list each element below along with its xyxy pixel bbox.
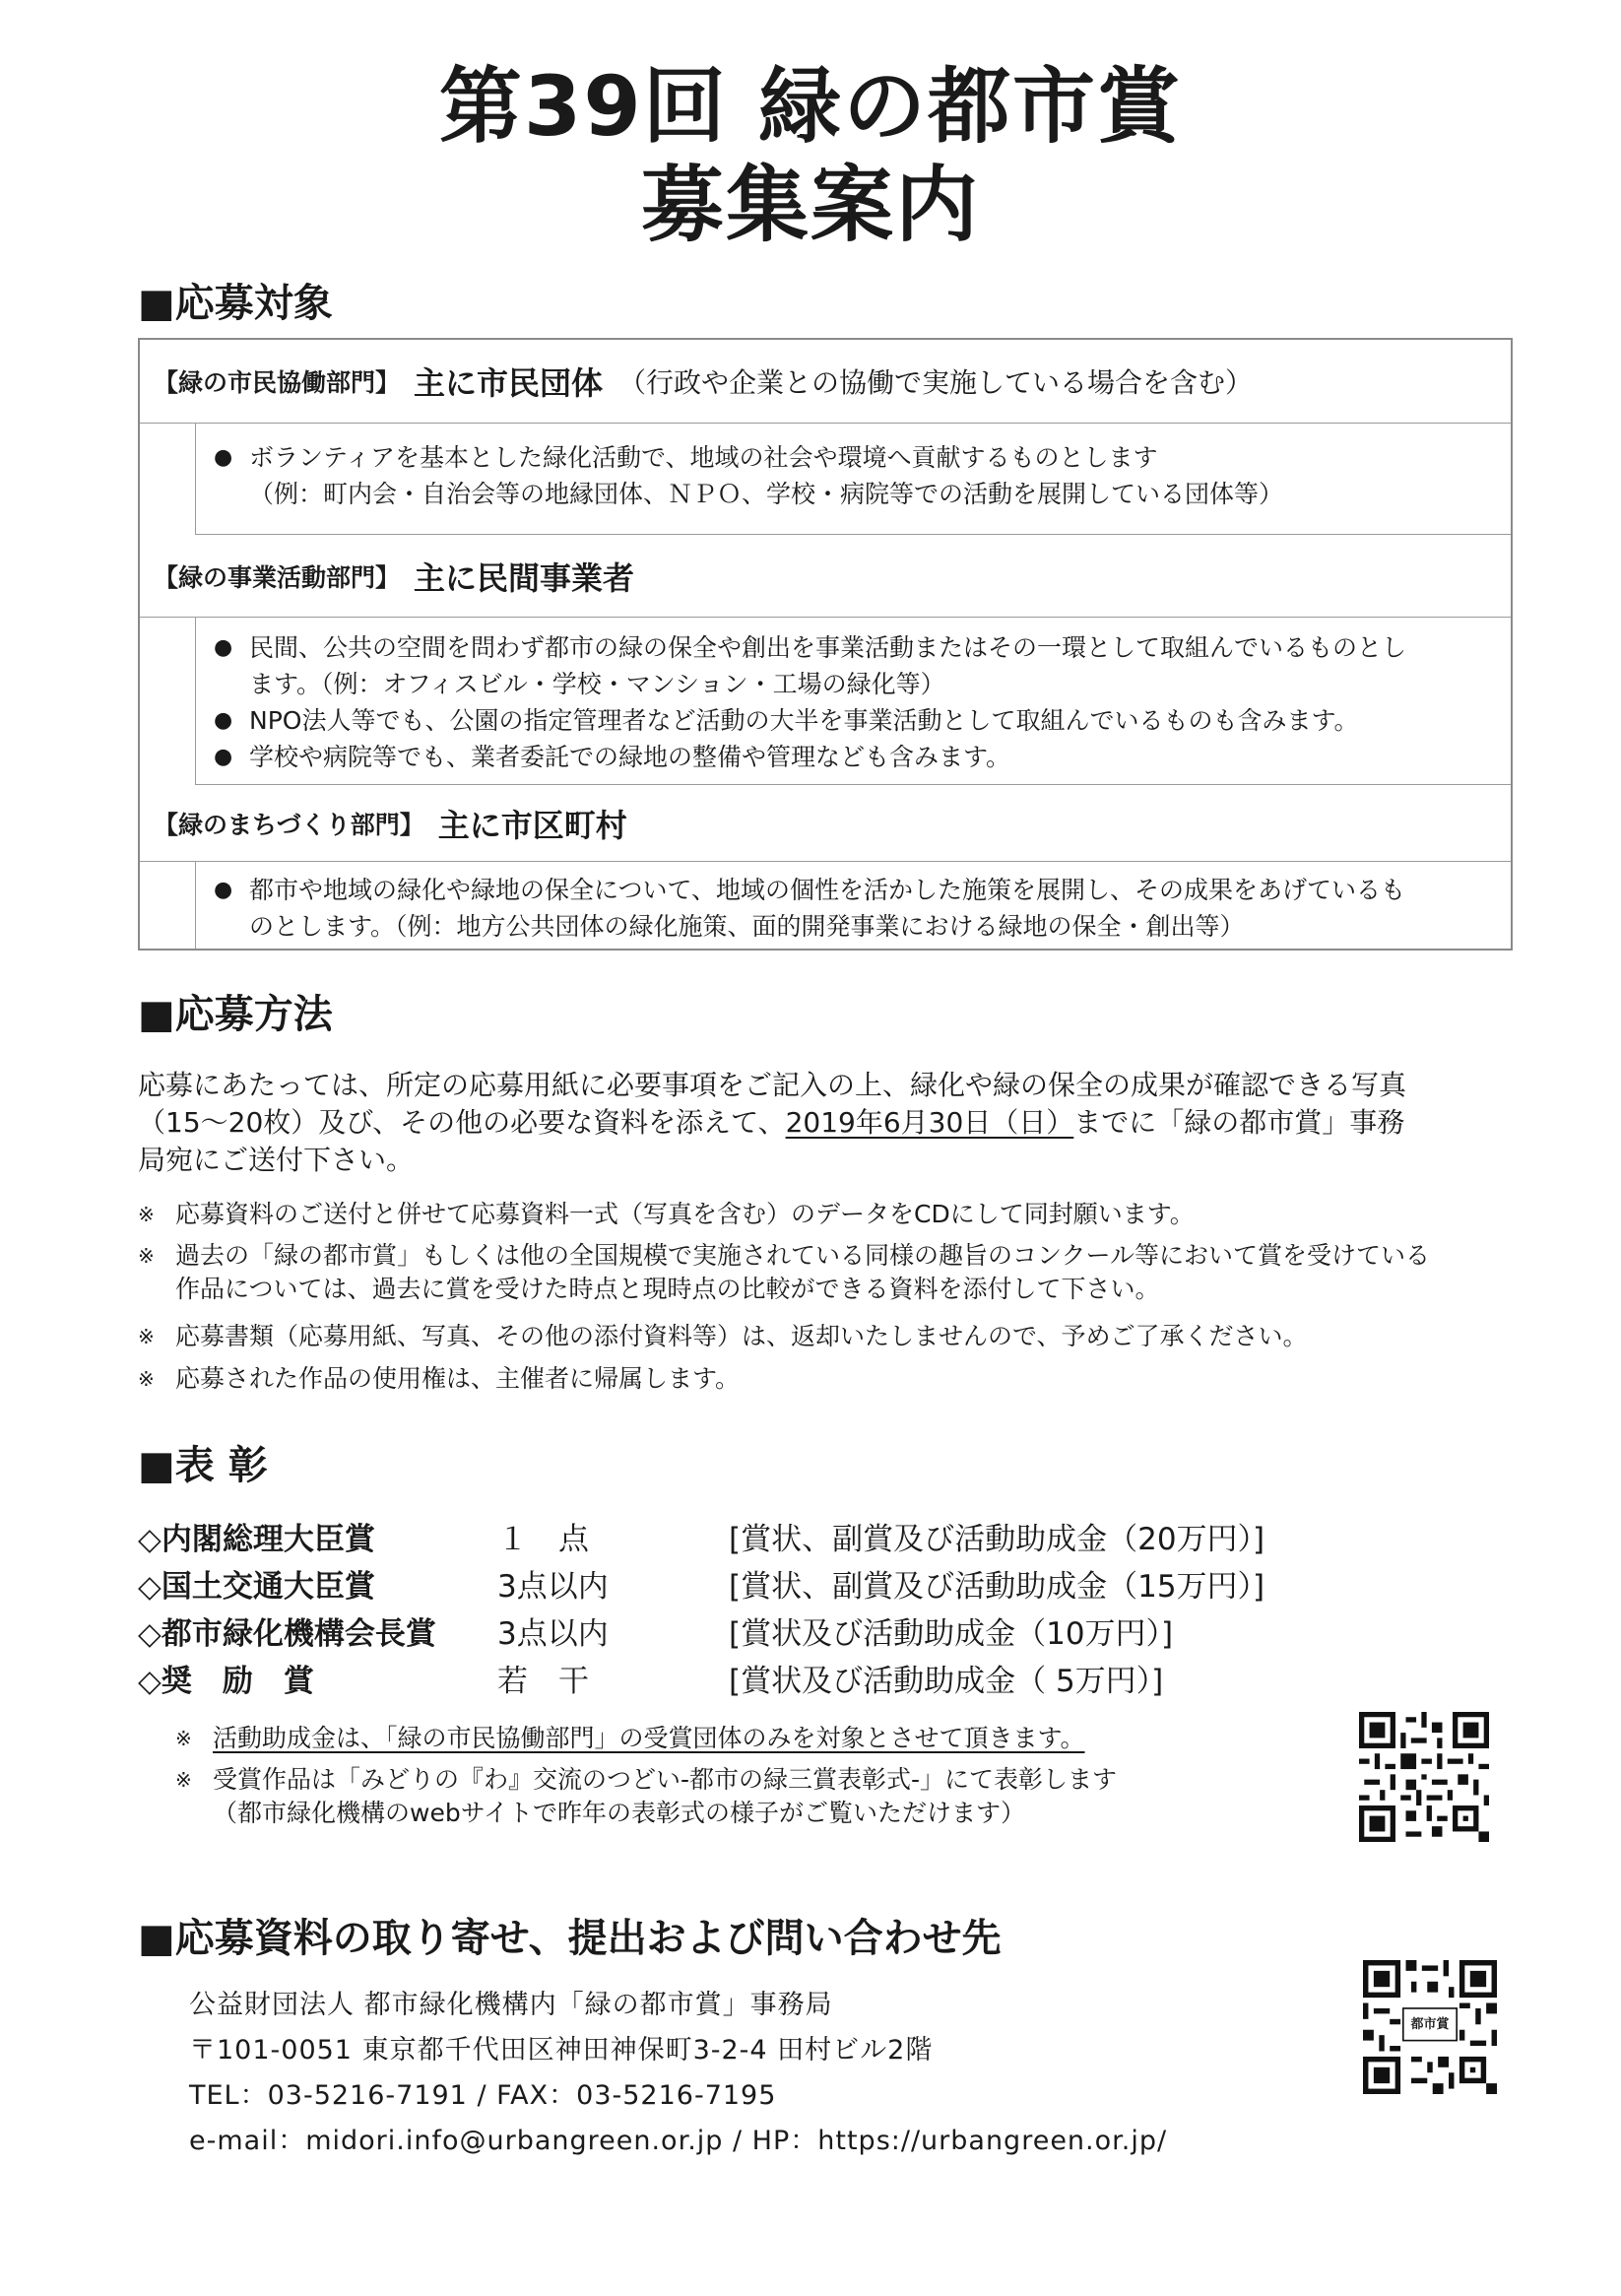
note-mark: ※ xyxy=(175,1727,192,1750)
section-heading-method: ■応募方法 xyxy=(138,992,333,1037)
award-prize: [賞状、副賞及び活動助成金（20万円）] xyxy=(729,1522,1265,1557)
bullet-icon: ● xyxy=(214,878,233,902)
bullet-item: ● 民間、公共の空間を問わず都市の緑の保全や創出を事業活動またはその一環として取組んでいるものとし ます。（例：オフィスビル・学校・マンション・工場の緑化等） xyxy=(214,629,1501,702)
contact-address: 〒101-0051 東京都千代田区神田神保町3-2-4 田村ビル2階 xyxy=(189,2035,934,2066)
contact-email-hp: e-mail：midori.info@urbangreen.or.jp / HP：https://urbangreen.or.jp/ xyxy=(189,2126,1168,2156)
note-mark: ※ xyxy=(138,1203,155,1226)
note-mark: ※ xyxy=(138,1367,155,1391)
method-note: ※ 応募された作品の使用権は、主催者に帰属します。 xyxy=(138,1362,1536,1396)
section-heading-awards: ■表 彰 xyxy=(138,1443,268,1488)
bullet-item: ● 学校や病院等でも、業者委託での緑地の整備や管理なども含みます。 xyxy=(214,739,1501,775)
method-paragraph: 応募にあたっては、所定の応募用紙に必要事項をご記入の上、緑化や緑の保全の成果が確認できる写真 （15～20枚）及び、その他の必要な資料を添えて、2019年6月30日（日）までに「緑の都市賞」事務 局宛にご送付下さい。 xyxy=(138,1069,1407,1176)
award-name: ◇奨 励 賞 xyxy=(138,1664,314,1699)
method-note: ※ 応募資料のご送付と併せて応募資料一式（写真を含む）のデータをCDにして同封願います。 xyxy=(138,1198,1536,1231)
category-name: 【緑の事業活動部門】 xyxy=(154,562,401,592)
section-heading-target: ■応募対象 xyxy=(138,281,333,326)
category-description-business xyxy=(195,618,1511,785)
bullet-icon: ● xyxy=(214,745,233,769)
category-name: 【緑のまちづくり部門】 xyxy=(154,810,424,839)
bullet-item: ● 都市や地域の緑化や緑地の保全について、地域の個性を活かした施策を展開し、その成果をあげているも のとします。（例：地方公共団体の緑化施策、面的開発事業における緑地の保全・創出等） xyxy=(214,872,1501,945)
method-note: ※ 応募書類（応募用紙、写真、その他の添付資料等）は、返却いたしませんので、予めご了承ください。 xyxy=(138,1320,1536,1353)
note-mark: ※ xyxy=(138,1325,155,1348)
note-mark: ※ xyxy=(175,1768,192,1792)
contact-org: 公益財団法人 都市緑化機構内「緑の都市賞」事務局 xyxy=(189,1990,833,2020)
section-heading-contact: ■応募資料の取り寄せ、提出および問い合わせ先 xyxy=(138,1916,1002,1961)
category-main: 主に市民団体 xyxy=(414,364,604,402)
target-table xyxy=(138,338,1513,951)
category-main: 主に民間事業者 xyxy=(414,558,635,597)
method-note: ※ 過去の「緑の都市賞」もしくは他の全国規模で実施されている同様の趣旨のコンクール等において賞を受けている 作品については、過去に賞を受けた時点と現時点の比較ができる資料を添付して下さい。 xyxy=(138,1241,1431,1303)
award-count: 若 干 xyxy=(497,1664,589,1699)
awards-note: ※ 活動助成金は、「緑の市民協働部門」の受賞団体のみを対象とさせて頂きます。 xyxy=(175,1722,1337,1755)
qr-code-awards[interactable] xyxy=(1359,1712,1489,1842)
title-line-2: 募集案内 xyxy=(640,157,980,253)
award-prize: [賞状及び活動助成金（ 5万円）] xyxy=(729,1664,1164,1699)
category-description-town xyxy=(195,862,1511,949)
awards-note: ※ 受賞作品は「みどりの『わ』交流のつどい-都市の緑三賞表彰式-」にて表彰します （都市緑化機構のwebサイトで昨年の表彰式の様子がご覧いただけます） xyxy=(175,1765,1118,1827)
category-main: 主に市区町村 xyxy=(437,806,627,844)
category-row-business xyxy=(140,535,1511,618)
deadline-date: 2019年6月30日（日） xyxy=(785,1106,1074,1139)
bullet-icon: ● xyxy=(214,708,233,733)
award-count: 3点以内 xyxy=(497,1569,609,1605)
bullet-item: ● NPO法人等でも、公園の指定管理者など活動の大半を事業活動として取組んでいるものも含みます。 xyxy=(214,702,1501,739)
award-name: ◇内閣総理大臣賞 xyxy=(138,1522,375,1557)
category-row-civic xyxy=(140,340,1511,424)
award-count: 3点以内 xyxy=(497,1616,609,1652)
award-prize: [賞状及び活動助成金（10万円）] xyxy=(729,1616,1174,1652)
bullet-icon: ● xyxy=(214,635,233,660)
bullet-item: ● ボランティアを基本とした緑化活動で、地域の社会や環境へ貢献するものとします （例：町内会・自治会等の地縁団体、ＮＰＯ、学校・病院等での活動を展開している団体等） xyxy=(214,439,1501,512)
award-name: ◇国土交通大臣賞 xyxy=(138,1569,375,1605)
category-name: 【緑の市民協働部門】 xyxy=(154,368,401,397)
category-description-civic xyxy=(195,424,1511,535)
category-row-town xyxy=(140,785,1511,862)
award-name: ◇都市緑化機構会長賞 xyxy=(138,1616,436,1652)
qr-center-label: 都市賞 xyxy=(1410,2017,1450,2032)
category-note: （行政や企業との協働で実施している場合を含む） xyxy=(618,366,1254,399)
note-mark: ※ xyxy=(138,1244,155,1268)
contact-tel-fax: TEL：03-5216-7191 / FAX：03-5216-7195 xyxy=(189,2080,777,2111)
title-line-1: 第39回 緑の都市賞 xyxy=(438,58,1183,155)
award-prize: [賞状、副賞及び活動助成金（15万円）] xyxy=(729,1569,1265,1605)
page-title xyxy=(0,57,1621,254)
award-count: １ 点 xyxy=(497,1522,589,1557)
bullet-icon: ● xyxy=(214,445,233,470)
